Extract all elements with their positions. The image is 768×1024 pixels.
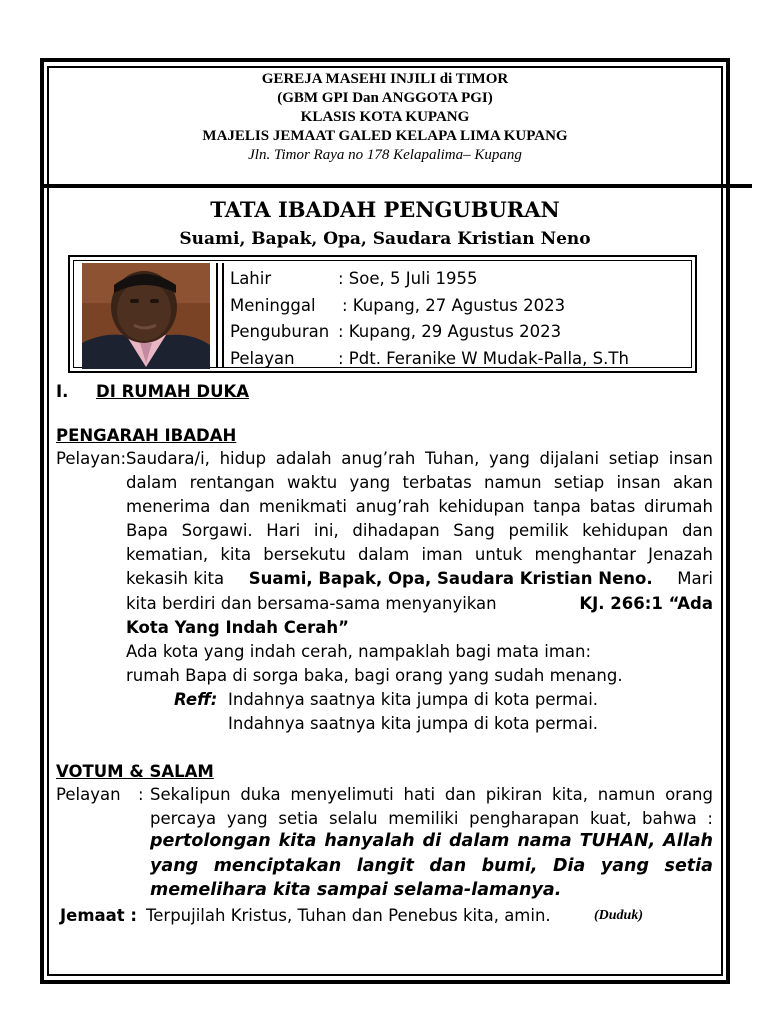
header-line-majelis: MAJELIS JEMAAT GALED KELAPA LIMA KUPANG (202, 128, 568, 144)
header-line-church: GEREJA MASEHI INJILI di TIMOR (261, 71, 509, 87)
votum-bold-line-3: memelihara kita sampai selama-lamanya. (150, 880, 562, 900)
header-divider (40, 184, 752, 188)
pengarah-line-7-pre: kita berdiri dan bersama-sama menyanyikan (126, 594, 497, 613)
church-header (49, 70, 721, 165)
section-title: DI RUMAH DUKA (96, 382, 250, 401)
votum-heading: VOTUM & SALAM (56, 762, 214, 781)
votum-line-1: Sekalipun duka menyelimuti hati dan pikiran kita, namun orang (150, 785, 713, 804)
deceased-photo (82, 263, 210, 369)
info-value: : Kupang, 29 Agustus 2023 (338, 322, 562, 341)
info-label: Meninggal (230, 295, 316, 315)
votum-bold-line-1: pertolongan kita hanyalah di dalam nama TUHAN, Allah (150, 831, 713, 851)
pengarah-line-7 (126, 594, 713, 613)
info-label: Lahir (230, 269, 272, 288)
info-value: : Soe, 5 Juli 1955 (338, 269, 478, 288)
pengarah-line-2: dalam rentangan waktu yang terbatas namun setiap insan akan (126, 473, 713, 492)
votum-speaker: Pelayan (56, 785, 121, 804)
reff-label: Reff: (174, 690, 218, 709)
info-label: Penguburan (230, 322, 330, 341)
document-title: TATA IBADAH PENGUBURAN (210, 197, 560, 222)
pengarah-line-4: Bapa Sorgawi. Hari ini, dihadapan Sang pemilik kehidupan dan (126, 521, 713, 540)
header-address: Jln. Timor Raya no 178 Kelapalima– Kupang (248, 147, 522, 163)
pengarah-line-1: Saudara/i, hidup adalah anug’rah Tuhan, yang dijalani setiap insan (126, 449, 713, 468)
pengarah-line-6-post: Mari (677, 569, 713, 588)
duduk-note: (Duduk) (594, 908, 644, 923)
jemaat-response: Terpujilah Kristus, Tuhan dan Penebus kita, amin. (146, 906, 551, 925)
song-line-1: Ada kota yang indah cerah, nampaklah bagi mata iman: (126, 642, 592, 661)
header-line-klasis: KLASIS KOTA KUPANG (300, 109, 470, 125)
info-row-penguburan (230, 319, 629, 346)
pengarah-line-5: kematian, kita bersekutu dalam iman untuk menghantar Jenazah (126, 545, 713, 564)
reff-line-1: Indahnya saatnya kita jumpa di kota permai. (228, 690, 599, 709)
info-label: Pelayan (230, 348, 295, 368)
pengarah-heading: PENGARAH IBADAH (56, 426, 237, 445)
song-line-2: rumah Bapa di sorga baka, bagi orang yang sudah menang. (126, 666, 623, 685)
info-row-pelayan (230, 346, 629, 373)
pengarah-line-6 (126, 569, 713, 588)
document-subtitle: Suami, Bapak, Opa, Saudara Kristian Neno (179, 229, 591, 249)
info-row-meninggal (230, 293, 629, 320)
pengarah-line-6-pre: kekasih kita (126, 569, 225, 588)
info-value: : Kupang, 27 Agustus 2023 (342, 295, 566, 315)
header-line-affiliation: (GBM GPI Dan ANGGOTA PGI) (277, 90, 493, 106)
votum-bold-line-2: yang menciptakan langit dan bumi, Dia yang setia (150, 856, 713, 876)
votum-line-2: percaya yang setia selalu memiliki pengharapan kuat, bahwa : (150, 809, 713, 828)
votum-colon: : (138, 785, 144, 804)
deceased-name-inline: Suami, Bapak, Opa, Saudara Kristian Neno. (248, 569, 653, 588)
hymn-reference: KJ. 266:1 “Ada (579, 594, 713, 613)
jemaat-label: Jemaat : (60, 906, 138, 925)
pengarah-speaker: Pelayan: (56, 449, 127, 468)
photo-divider (216, 263, 224, 367)
info-row-lahir (230, 266, 629, 293)
hymn-title: Kota Yang Indah Cerah” (126, 618, 349, 637)
reff-line-2: Indahnya saatnya kita jumpa di kota permai. (228, 714, 599, 733)
pengarah-line-3: menerima dan menikmati anug’rah kehidupan tanpa batas dirumah (126, 497, 713, 516)
section-number: I. (56, 382, 69, 401)
info-list (230, 266, 629, 372)
info-value: : Pdt. Feranike W Mudak-Palla, S.Th (338, 348, 629, 368)
